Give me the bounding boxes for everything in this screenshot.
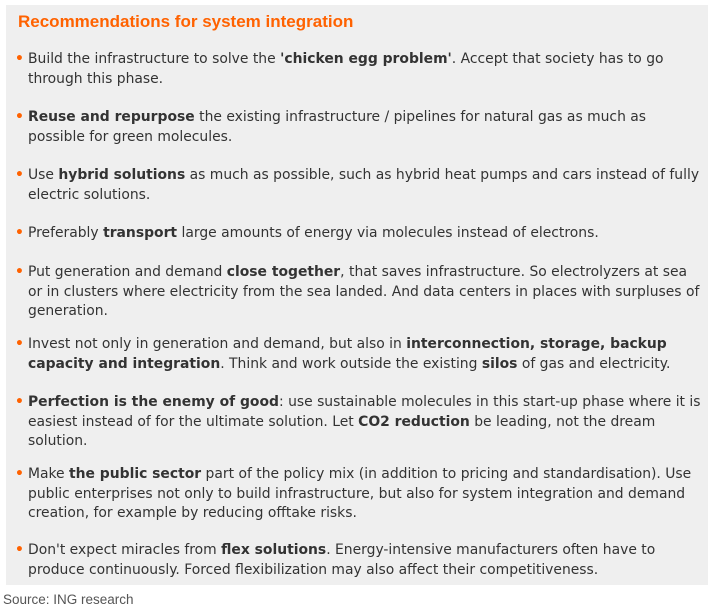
emphasis-text: the public sector — [69, 466, 202, 482]
text-segment: Don't expect miracles from — [28, 542, 222, 558]
bullet-icon: • — [15, 264, 24, 280]
text-segment: of gas and electricity. — [517, 355, 671, 372]
bullet-icon: • — [15, 167, 24, 183]
recommendations-panel — [6, 5, 708, 585]
text-segment: the existing infrastructure / pipelines for natural gas as much as possible for green molecules. — [28, 109, 647, 145]
recommendation-text — [28, 166, 701, 205]
text-segment: large amounts of energy via molecules instead of electrons. — [177, 225, 599, 241]
text-segment: Put generation and demand — [28, 264, 227, 280]
recommendation-item — [15, 166, 701, 205]
text-segment: Invest not only in generation and demand, but also in — [28, 336, 407, 352]
recommendation-list — [6, 5, 708, 585]
bullet-icon: • — [15, 225, 24, 241]
source-note: Source: ING research — [3, 592, 134, 607]
text-segment: part of the policy mix (in addition to pricing and standardisation). Use public enterprises not only to build infrastructure, but also for system integration and demand creation, for example by reducing offtake risks. — [28, 466, 692, 521]
bullet-icon: • — [15, 109, 24, 125]
text-segment: . Think and work outside the existing — [220, 355, 482, 372]
text-segment: Use — [28, 167, 59, 183]
text-segment: , that saves infrastructure. So electrolyzers at sea or in clusters where electricity from the sea landed. And data centers in places with surpluses of generation. — [28, 264, 700, 319]
panel-title: Recommendations for system integration — [18, 12, 354, 31]
recommendation-text — [28, 541, 701, 580]
bullet-icon: • — [15, 394, 24, 410]
bullet-icon: • — [15, 466, 24, 482]
emphasis-text: close together — [226, 264, 341, 280]
emphasis-text: silos — [481, 355, 518, 372]
recommendation-text — [28, 50, 701, 89]
recommendation-text — [28, 393, 701, 452]
bullet-icon: • — [15, 336, 24, 352]
emphasis-text: hybrid solutions — [58, 167, 186, 183]
recommendation-text — [28, 263, 701, 322]
recommendation-item — [15, 541, 701, 580]
text-segment: as much as possible, such as hybrid heat pumps and cars instead of fully electric solutions. — [28, 167, 700, 203]
emphasis-text: interconnection, storage, backup capacity and integration — [28, 336, 667, 372]
recommendation-text — [28, 335, 701, 374]
recommendation-item — [15, 465, 701, 524]
emphasis-text: flex solutions — [221, 542, 327, 558]
bullet-icon: • — [15, 51, 24, 67]
recommendation-text — [28, 108, 701, 147]
text-segment: Make — [28, 466, 70, 482]
text-segment: Build the infrastructure to solve the — [28, 51, 281, 67]
text-segment: . Accept that society has to go through this phase. — [28, 51, 664, 87]
emphasis-text: CO2 reduction — [358, 413, 470, 430]
recommendation-text — [28, 224, 701, 244]
emphasis-text: Reuse and repurpose — [28, 109, 195, 125]
recommendation-item — [15, 335, 701, 374]
text-segment: be leading, not the dream solution. — [28, 413, 656, 449]
recommendation-item — [15, 50, 701, 89]
bullet-icon: • — [15, 542, 24, 558]
emphasis-text: transport — [103, 225, 178, 241]
text-segment: Preferably — [28, 225, 104, 241]
emphasis-text: 'chicken egg problem' — [280, 51, 452, 67]
recommendation-text — [28, 465, 701, 524]
recommendation-item — [15, 393, 701, 452]
text-segment: . Energy-intensive manufacturers often have to produce continuously. Forced flexibilization may also affect their competitiveness. — [28, 542, 656, 578]
recommendation-item — [15, 224, 701, 244]
recommendation-item — [15, 108, 701, 147]
recommendation-item — [15, 263, 701, 322]
text-segment: : use sustainable molecules in this start-up phase where it is easiest instead of for the ultimate solution. Let — [28, 394, 701, 430]
emphasis-text: Perfection is the enemy of good — [28, 394, 279, 410]
